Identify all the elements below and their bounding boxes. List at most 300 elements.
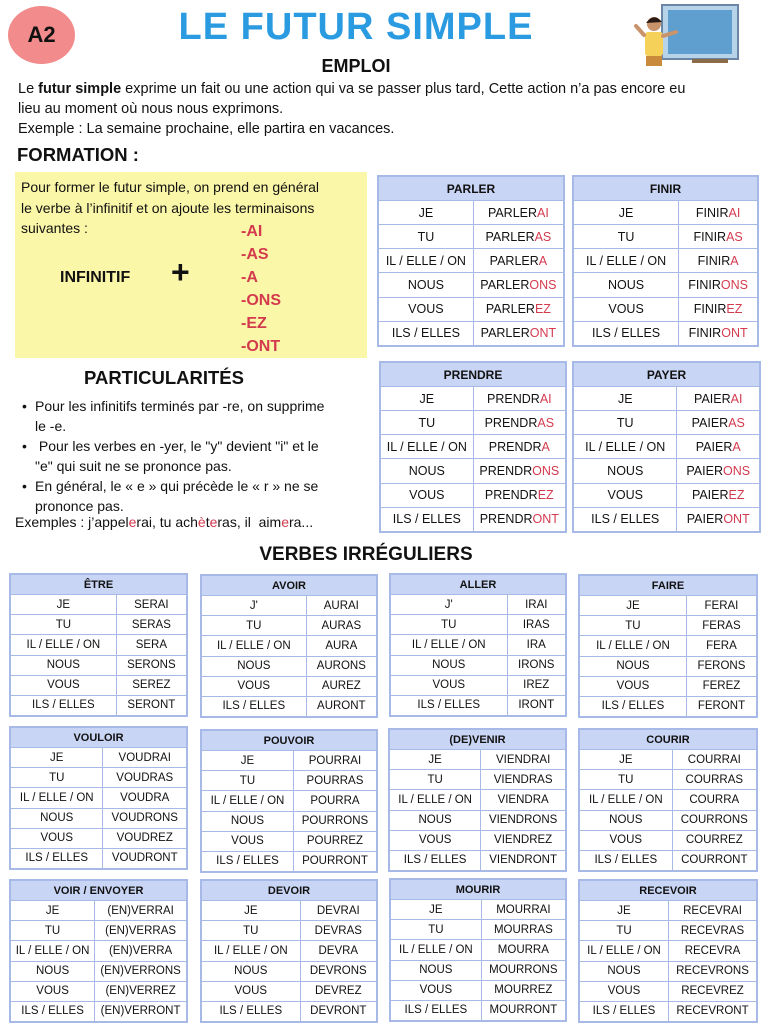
- verb-name: FINIR: [573, 176, 758, 201]
- table-row: [579, 850, 757, 871]
- conjugation-cell: [679, 201, 758, 225]
- table-row: [380, 435, 566, 459]
- table-row: [10, 961, 187, 981]
- verb-stem: PRENDR: [484, 415, 538, 430]
- verb-name: PAYER: [573, 362, 760, 387]
- verb-stem: FINIR: [697, 253, 731, 268]
- table-row: [201, 656, 377, 676]
- pronoun-cell: TU: [378, 225, 473, 249]
- table-row: [573, 297, 758, 321]
- verb-stem: PAIER: [691, 415, 729, 430]
- pronoun-cell: VOUS: [390, 675, 507, 695]
- conjugation-cell: MOURRONT: [481, 1000, 566, 1021]
- pronoun-cell: VOUS: [573, 297, 679, 321]
- table-row: [201, 1001, 377, 1022]
- particularites-heading: PARTICULARITÉS: [84, 367, 244, 388]
- conjugation-cell: IRONS: [507, 655, 566, 675]
- conjugation-cell: IRONT: [507, 695, 566, 716]
- conjugation-cell: IREZ: [507, 675, 566, 695]
- conjugation-cell: POURRONT: [293, 851, 377, 872]
- table-header-row: [10, 727, 187, 748]
- table-row: [390, 695, 566, 716]
- verb-table-recevoir: [578, 879, 758, 1023]
- verb-table-courir: [578, 728, 758, 872]
- verb-stem: PARLER: [485, 302, 535, 317]
- conjugation-cell: MOURRONS: [481, 960, 566, 980]
- table-row: [10, 675, 187, 695]
- verb-stem: PARLER: [480, 326, 530, 341]
- table-row: [573, 249, 758, 273]
- pronoun-cell: TU: [201, 921, 300, 941]
- verb-name: MOURIR: [390, 879, 566, 900]
- table-row: [579, 616, 757, 636]
- conjugation-cell: [679, 273, 758, 297]
- verb-ending: ONT: [532, 512, 559, 527]
- pronoun-cell: IL / ELLE / ON: [579, 636, 686, 656]
- verb-ending: A: [541, 439, 550, 454]
- verb-table-mourir: [389, 878, 567, 1022]
- pronoun-cell: ILS / ELLES: [378, 321, 473, 346]
- conjugation-cell: FERONT: [686, 696, 757, 717]
- verb-ending: ONS: [722, 464, 751, 478]
- verb-name: AVOIR: [201, 575, 377, 596]
- verb-ending: A: [730, 253, 739, 268]
- table-header-row: [579, 575, 757, 596]
- particularite-item: [20, 436, 366, 476]
- pronoun-cell: IL / ELLE / ON: [201, 636, 306, 656]
- table-header-row: [10, 880, 187, 901]
- table-header-row: [201, 575, 377, 596]
- table-header-row: [390, 879, 566, 900]
- example-highlight: e: [128, 514, 137, 530]
- conjugation-cell: FERAS: [686, 616, 757, 636]
- conjugation-cell: (EN)VERRAS: [95, 921, 187, 941]
- pronoun-cell: TU: [390, 920, 481, 940]
- table-row: [201, 676, 377, 696]
- particularite-line: • En général, le « e » qui précède le « r » ne se: [35, 478, 319, 494]
- pronoun-cell: ILS / ELLES: [579, 1001, 669, 1022]
- pronoun-cell: VOUS: [201, 676, 306, 696]
- conjugation-cell: AURA: [306, 636, 377, 656]
- verb-stem: PARLER: [485, 229, 535, 244]
- conjugation-cell: VOUDRONS: [103, 808, 187, 828]
- verb-table-aller: [389, 573, 567, 717]
- table-row: [573, 321, 758, 346]
- irregular-heading: VERBES IRRÉGULIERS: [259, 544, 473, 565]
- conjugation-cell: [473, 201, 564, 225]
- pronoun-cell: NOUS: [573, 273, 679, 297]
- verb-table-devoir: [200, 879, 378, 1023]
- pronoun-cell: TU: [579, 921, 669, 941]
- verb-ending: EZ: [537, 488, 554, 503]
- pronoun-cell: ILS / ELLES: [380, 507, 473, 532]
- pronoun-cell: JE: [573, 201, 679, 225]
- verb-ending: EZ: [534, 302, 551, 317]
- table-row: [390, 595, 566, 615]
- table-row: [573, 507, 760, 532]
- table-row: [10, 615, 187, 635]
- pronoun-cell: VOUS: [579, 830, 672, 850]
- table-row: [579, 770, 757, 790]
- pronoun-cell: NOUS: [378, 273, 473, 297]
- pronoun-cell: NOUS: [389, 810, 481, 830]
- table-header-row: [380, 362, 566, 387]
- table-row: [10, 981, 187, 1001]
- verb-table-payer: [572, 361, 761, 533]
- table-row: [10, 1001, 187, 1022]
- table-row: [390, 960, 566, 980]
- conjugation-cell: [679, 297, 758, 321]
- conjugation-cell: AURONT: [306, 696, 377, 717]
- table-row: [579, 636, 757, 656]
- conjugation-cell: DEVRAS: [300, 921, 377, 941]
- pronoun-cell: NOUS: [201, 811, 293, 831]
- pronoun-cell: JE: [378, 201, 473, 225]
- conjugation-cell: DEVREZ: [300, 981, 377, 1001]
- conjugation-cell: AURAI: [306, 596, 377, 616]
- example-highlight: è: [197, 514, 206, 530]
- verb-stem: PAIER: [691, 488, 729, 503]
- conjugation-cell: IRA: [507, 635, 566, 655]
- pronoun-cell: TU: [10, 921, 95, 941]
- conjugation-cell: MOURREZ: [481, 980, 566, 1000]
- pronoun-cell: NOUS: [10, 961, 95, 981]
- table-row: [390, 980, 566, 1000]
- table-row: [378, 225, 564, 249]
- table-header-row: [201, 880, 377, 901]
- table-header-row: [378, 176, 564, 201]
- plus-sign: +: [171, 254, 190, 290]
- conjugation-cell: RECEVRAI: [669, 901, 758, 921]
- verb-ending: AS: [726, 229, 743, 244]
- verb-stem: PAIER: [695, 439, 733, 454]
- table-row: [10, 921, 187, 941]
- emploi-example: Exemple : La semaine prochaine, elle partira en vacances.: [18, 121, 395, 137]
- table-row: [10, 635, 187, 655]
- verb-ending: AI: [539, 391, 552, 406]
- verb-name: PRENDRE: [380, 362, 566, 387]
- conjugation-cell: VIENDRAS: [481, 770, 566, 790]
- pronoun-cell: VOUS: [573, 483, 677, 507]
- pronoun-cell: JE: [10, 901, 95, 921]
- table-row: [579, 830, 757, 850]
- conjugation-cell: SERAS: [116, 615, 187, 635]
- conjugation-cell: [473, 411, 566, 435]
- verb-stem: PRENDR: [488, 439, 542, 454]
- verb-table-pouvoir: [200, 729, 378, 873]
- pronoun-cell: ILS / ELLES: [10, 695, 116, 716]
- pronoun-cell: NOUS: [201, 961, 300, 981]
- conjugation-cell: VOUDRAS: [103, 768, 187, 788]
- conjugation-cell: MOURRAI: [481, 900, 566, 920]
- verb-ending: AS: [728, 415, 745, 430]
- pronoun-cell: JE: [579, 901, 669, 921]
- table-row: [579, 676, 757, 696]
- verb-table-parler: [377, 175, 565, 347]
- pronoun-cell: IL / ELLE / ON: [378, 249, 473, 273]
- verb-ending: ONT: [723, 512, 750, 527]
- table-row: [573, 273, 758, 297]
- pronoun-cell: IL / ELLE / ON: [390, 635, 507, 655]
- verb-ending: AS: [537, 415, 555, 430]
- pronoun-cell: TU: [573, 411, 677, 435]
- conjugation-cell: [677, 411, 760, 435]
- particularite-line: • Pour les infinitifs terminés par -re, on supprime: [35, 398, 325, 414]
- table-row: [389, 770, 566, 790]
- pronoun-cell: ILS / ELLES: [10, 1001, 95, 1022]
- ending-item: -AS: [241, 246, 269, 263]
- conjugation-cell: MOURRAS: [481, 920, 566, 940]
- conjugation-cell: VOUDREZ: [103, 828, 187, 848]
- conjugation-cell: (EN)VERRA: [95, 941, 187, 961]
- table-header-row: [573, 176, 758, 201]
- particularite-item: [20, 476, 366, 516]
- conjugation-cell: POURREZ: [293, 831, 377, 851]
- pronoun-cell: VOUS: [579, 676, 686, 696]
- conjugation-cell: FERONS: [686, 656, 757, 676]
- verb-ending: A: [732, 439, 741, 454]
- pronoun-cell: IL / ELLE / ON: [573, 249, 679, 273]
- pronoun-cell: VOUS: [10, 828, 103, 848]
- pronoun-cell: JE: [201, 901, 300, 921]
- table-row: [579, 1001, 757, 1022]
- conjugation-cell: IRAS: [507, 615, 566, 635]
- emploi-text: [18, 79, 760, 139]
- conjugation-cell: COURRAS: [672, 770, 757, 790]
- table-row: [573, 459, 760, 483]
- pronoun-cell: VOUS: [378, 297, 473, 321]
- pronoun-cell: ILS / ELLES: [10, 848, 103, 869]
- table-row: [380, 411, 566, 435]
- pronoun-cell: TU: [201, 771, 293, 791]
- conjugation-cell: COURREZ: [672, 830, 757, 850]
- table-row: [380, 507, 566, 532]
- pronoun-cell: IL / ELLE / ON: [10, 635, 116, 655]
- table-row: [579, 750, 757, 770]
- pronoun-cell: VOUS: [579, 981, 669, 1001]
- pronoun-cell: TU: [390, 615, 507, 635]
- ending-item: -EZ: [241, 315, 267, 332]
- verb-name: PARLER: [378, 176, 564, 201]
- example-text: Exemples : j’appel: [15, 514, 129, 530]
- particularite-line: le -e.: [35, 418, 67, 434]
- table-row: [10, 655, 187, 675]
- example-text: ra...: [288, 514, 314, 530]
- conjugation-cell: SERA: [116, 635, 187, 655]
- conjugation-cell: RECEVREZ: [669, 981, 758, 1001]
- table-row: [201, 596, 377, 616]
- ending-item: -A: [241, 269, 258, 286]
- table-row: [380, 387, 566, 411]
- pronoun-cell: IL / ELLE / ON: [201, 941, 300, 961]
- verb-ending: A: [538, 253, 548, 268]
- conjugation-cell: COURRA: [672, 790, 757, 810]
- table-row: [390, 920, 566, 940]
- table-row: [573, 411, 760, 435]
- pronoun-cell: NOUS: [10, 808, 103, 828]
- pronoun-cell: TU: [389, 770, 481, 790]
- conjugation-cell: VIENDRONT: [481, 850, 566, 871]
- conjugation-cell: (EN)VERREZ: [95, 981, 187, 1001]
- pronoun-cell: ILS / ELLES: [579, 850, 672, 871]
- pronoun-cell: NOUS: [579, 810, 672, 830]
- pronoun-cell: IL / ELLE / ON: [10, 941, 95, 961]
- table-row: [201, 771, 377, 791]
- table-row: [201, 921, 377, 941]
- conjugation-cell: VOUDRA: [103, 788, 187, 808]
- verb-table-finir: [572, 175, 759, 347]
- table-header-row: [579, 880, 757, 901]
- verb-ending: ONS: [532, 464, 560, 478]
- verb-ending: AI: [537, 205, 549, 220]
- conjugation-cell: [473, 249, 564, 273]
- table-row: [579, 810, 757, 830]
- verb-ending: ONS: [720, 278, 748, 292]
- level-label: A2: [27, 22, 56, 47]
- table-row: [10, 901, 187, 921]
- verb-stem: PAIER: [686, 464, 723, 478]
- table-row: [380, 459, 566, 483]
- pronoun-cell: VOUS: [389, 830, 481, 850]
- table-row: [380, 483, 566, 507]
- verb-name: ÊTRE: [10, 574, 187, 595]
- table-row: [390, 1000, 566, 1021]
- pronoun-cell: NOUS: [579, 961, 669, 981]
- verb-stem: PARLER: [489, 253, 539, 268]
- table-row: [390, 940, 566, 960]
- pronoun-cell: ILS / ELLES: [389, 850, 481, 871]
- verb-ending: EZ: [726, 302, 743, 317]
- emploi-heading: EMPLOI: [321, 56, 391, 76]
- table-row: [201, 941, 377, 961]
- conjugation-cell: COURRONS: [672, 810, 757, 830]
- table-row: [579, 961, 757, 981]
- pronoun-cell: IL / ELLE / ON: [390, 940, 481, 960]
- pronoun-cell: ILS / ELLES: [573, 321, 679, 346]
- pronoun-cell: VOUS: [201, 981, 300, 1001]
- pronoun-cell: VOUS: [380, 483, 473, 507]
- verb-name: RECEVOIR: [579, 880, 757, 901]
- verb-table-avoir: [200, 574, 378, 718]
- pronoun-cell: TU: [201, 616, 306, 636]
- pronoun-cell: IL / ELLE / ON: [389, 790, 481, 810]
- pronoun-cell: VOUS: [201, 831, 293, 851]
- conjugation-cell: POURRA: [293, 791, 377, 811]
- verb-ending: AI: [730, 391, 743, 406]
- conjugation-cell: FEREZ: [686, 676, 757, 696]
- table-row: [389, 830, 566, 850]
- ending-item: -ONT: [241, 338, 281, 355]
- table-row: [201, 981, 377, 1001]
- table-row: [579, 901, 757, 921]
- verb-name: ALLER: [390, 574, 566, 595]
- pronoun-cell: TU: [10, 615, 116, 635]
- table-row: [390, 635, 566, 655]
- pronoun-cell: JE: [579, 750, 672, 770]
- pronoun-cell: TU: [380, 411, 473, 435]
- verb-stem: FINIR: [688, 326, 722, 341]
- pronoun-cell: ILS / ELLES: [201, 696, 306, 717]
- conjugation-cell: VIENDREZ: [481, 830, 566, 850]
- conjugation-cell: [679, 321, 758, 346]
- conjugation-cell: [677, 387, 760, 411]
- conjugation-cell: POURRAI: [293, 751, 377, 771]
- pronoun-cell: ILS / ELLES: [390, 1000, 481, 1021]
- verb-name: VOIR / ENVOYER: [10, 880, 187, 901]
- emploi-line-1: [18, 79, 760, 99]
- table-row: [389, 810, 566, 830]
- ending-item: -ONS: [241, 292, 281, 309]
- verb-stem: FINIR: [688, 278, 721, 292]
- table-header-row: [389, 729, 566, 750]
- conjugation-cell: DEVRONT: [300, 1001, 377, 1022]
- verb-ending: ONT: [529, 326, 557, 341]
- conjugation-cell: [677, 459, 760, 483]
- particularite-line: "e" qui suit ne se prononce pas.: [35, 458, 232, 474]
- table-row: [573, 225, 758, 249]
- table-row: [10, 748, 187, 768]
- example-highlight: e: [209, 514, 218, 530]
- verb-table-faire: [578, 574, 758, 718]
- verb-stem: PRENDR: [487, 391, 540, 406]
- conjugation-cell: SERONT: [116, 695, 187, 716]
- conjugation-cell: [677, 435, 760, 459]
- emploi-line-2: lieu au moment où nous nous exprimons.: [18, 101, 284, 117]
- conjugation-cell: [473, 273, 564, 297]
- conjugation-cell: [473, 225, 564, 249]
- table-row: [389, 850, 566, 871]
- conjugation-cell: RECEVRONT: [669, 1001, 758, 1022]
- table-row: [573, 387, 760, 411]
- conjugation-cell: FERAI: [686, 596, 757, 616]
- table-row: [389, 790, 566, 810]
- conjugation-cell: [677, 507, 760, 532]
- verb-ending: EZ: [728, 488, 745, 503]
- conjugation-cell: IRAI: [507, 595, 566, 615]
- table-row: [573, 483, 760, 507]
- particularites-list: [20, 396, 366, 516]
- verb-table-vouloir: [9, 726, 188, 870]
- conjugation-cell: [473, 507, 566, 532]
- pronoun-cell: TU: [579, 616, 686, 636]
- conjugation-cell: VIENDRA: [481, 790, 566, 810]
- table-row: [378, 321, 564, 346]
- verb-table-prendre: [379, 361, 567, 533]
- pronoun-cell: IL / ELLE / ON: [201, 791, 293, 811]
- table-row: [10, 768, 187, 788]
- verb-name: DEVOIR: [201, 880, 377, 901]
- conjugation-cell: (EN)VERRONS: [95, 961, 187, 981]
- conjugation-cell: SEREZ: [116, 675, 187, 695]
- conjugation-cell: [473, 483, 566, 507]
- example-text: ras, il aim: [217, 514, 282, 530]
- conjugation-cell: [473, 321, 564, 346]
- table-row: [573, 435, 760, 459]
- conjugation-cell: [473, 387, 566, 411]
- table-row: [10, 848, 187, 869]
- ending-item: -AI: [241, 223, 263, 240]
- pronoun-cell: NOUS: [201, 656, 306, 676]
- pronoun-cell: VOUS: [390, 980, 481, 1000]
- table-row: [573, 201, 758, 225]
- verb-name: COURIR: [579, 729, 757, 750]
- verb-table-etre: [9, 573, 188, 717]
- endings-list: [241, 220, 281, 358]
- pronoun-cell: NOUS: [10, 655, 116, 675]
- pronoun-cell: ILS / ELLES: [579, 696, 686, 717]
- table-row: [390, 900, 566, 920]
- infinitif-label: INFINITIF: [60, 269, 131, 286]
